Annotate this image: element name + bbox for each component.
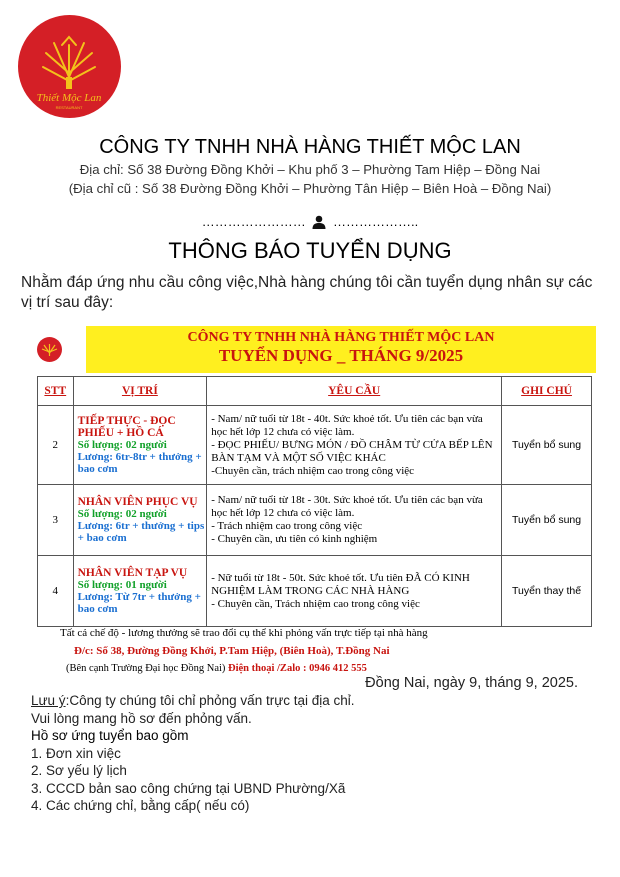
poster-logo [37,337,62,362]
position-name: TIẾP THỰC - ĐỌC PHIẾU + HỒ CÁ [77,415,176,439]
poster-footer-benefits: Tất cả chế độ - lương thưởng sẽ trao đổi cụ thể khi phỏng vấn trực tiếp tại nhà hàng [60,627,428,639]
company-address: Địa chỉ: Số 38 Đường Đồng Khởi – Khu phố 3 – Phường Tam Hiệp – Đồng Nai [79,162,541,177]
row-stt: 4 [38,556,74,627]
recruitment-poster [30,325,596,685]
banner-heading: TUYỂN DỤNG _ THÁNG 9/2025 [218,346,464,365]
list-item: 1. Đơn xin việc [31,745,121,761]
col-header-stt: STT [38,377,74,406]
position-salary: Lương: 6tr-8tr + thưởng + bao cơm [77,451,202,475]
person-icon [312,215,326,229]
requirement-line: - Nam/ nữ tuổi từ 18t - 40t. Sức khoẻ tốt. Ưu tiên các bạn vừa học hết lớp 12 chưa có việc làm. [211,412,483,438]
table-row [38,406,592,485]
requirement-line: -Chuyên cần, trách nhiệm cao trong công việc [211,464,415,477]
requirement-line: - Nữ tuổi từ 18t - 50t. Sức khoẻ tốt. Ưu tiên ĐÃ CÓ KINH NGHIỆM LÀM TRONG CÁC NHÀ HÀNG [211,571,470,597]
page-title: THÔNG BÁO TUYỂN DỤNG [168,238,452,263]
requirement-line: - Nam/ nữ tuổi từ 18t - 30t. Sức khoẻ tốt. Ưu tiên các bạn vừa học hết lớp 12 chưa có việc làm. [211,494,483,519]
table-header-row [38,377,592,406]
list-item: 3. CCCD bản sao công chứng tại UBND Phường/Xã [31,780,346,796]
position-salary: Lương: Từ 7tr + thưởng + bao cơm [77,591,201,615]
poster-footer-contact [66,663,367,674]
banner-company: CÔNG TY TNHH NHÀ HÀNG THIẾT MỘC LAN [187,330,495,345]
logo-text: Thiết Mộc Lan [36,92,102,104]
row-stt: 2 [38,406,74,485]
company-name: CÔNG TY TNHH NHÀ HÀNG THIẾT MỘC LAN [99,136,521,158]
col-header-requirements: YÊU CẦU [207,377,502,406]
poster-footer-address: Đ/c: Số 38, Đường Đồng Khởi, P.Tam Hiệp, (Biên Hoà), T.Đồng Nai [74,645,390,657]
section-divider [0,213,620,229]
logo-subtext: RESTAURANT [55,105,83,110]
poster-footer-landmark: (Bên cạnh Trường Đại học Đồng Nai) [66,663,226,674]
col-header-position: VỊ TRÍ [73,377,207,406]
company-old-address: (Địa chỉ cũ : Số 38 Đường Đồng Khởi – Phường Tân Hiệp – Biên Hoà – Đồng Nai) [68,181,552,196]
divider-dots-right: ……………….. [333,214,419,230]
row-note: Tuyển bổ sung [502,406,592,485]
divider-dots-left: …………………… [201,214,306,230]
position-salary: Lương: 6tr + thưởng + tips + bao cơm [77,520,205,544]
list-item: 2. Sơ yếu lý lịch [31,763,127,778]
intro-paragraph: Nhằm đáp ứng nhu cầu công việc,Nhà hàng chúng tôi cần tuyển dụng nhân sự các vị trí sau đây: [21,274,593,311]
row-note: Tuyển thay thế [502,556,592,627]
list-item: 4. Các chứng chỉ, bằng cấp( nếu có) [31,798,250,813]
position-name: NHÂN VIÊN TẠP VỤ [77,567,188,579]
poster-banner [86,326,596,373]
date-line: Đồng Nai, ngày 9, tháng 9, 2025. [365,675,578,691]
requirement-line: - ĐỌC PHIẾU/ BƯNG MÓN / ĐỒ CHÂM TỪ CỬA BẾP LÊN BÀN TẠM VÀ MỘT SỐ VIỆC KHÁC [211,438,493,464]
row-requirements-cell [207,485,502,556]
note-line-2: Vui lòng mang hồ sơ đến phỏng vấn. [31,710,252,726]
position-quantity: Số lượng: 02 người [77,508,167,520]
table-row [38,485,592,556]
row-requirements-cell [207,556,502,627]
row-note: Tuyển bổ sung [502,485,592,556]
jobs-table [37,376,592,627]
table-row [38,556,592,627]
restaurant-logo [18,15,121,118]
poster-footer-phone: Điện thoại /Zalo : 0946 412 555 [228,663,367,674]
note-line-1 [31,692,355,710]
note-text: :Công ty chúng tôi chỉ phỏng vấn trực tại địa chỉ. [65,693,355,708]
position-name: NHÂN VIÊN PHỤC VỤ [77,496,198,508]
row-requirements-cell [207,406,502,485]
position-quantity: Số lượng: 01 người [77,579,167,591]
row-position-cell [73,485,207,556]
requirement-line: - Trách nhiệm cao trong công việc [211,520,363,532]
position-quantity: Số lượng: 02 người [77,439,167,451]
notes-section [31,692,355,815]
col-header-note: GHI CHÚ [502,377,592,406]
row-stt: 3 [38,485,74,556]
row-position-cell [73,556,207,627]
requirement-line: - Chuyên cần, Trách nhiệm cao trong công việc [211,597,420,610]
dossier-heading: Hồ sơ ứng tuyển bao gồm [31,728,189,743]
note-label: Lưu ý [31,693,66,708]
requirement-line: - Chuyên cần, ưu tiên có kinh nghiệm [211,533,378,545]
row-position-cell [73,406,207,485]
